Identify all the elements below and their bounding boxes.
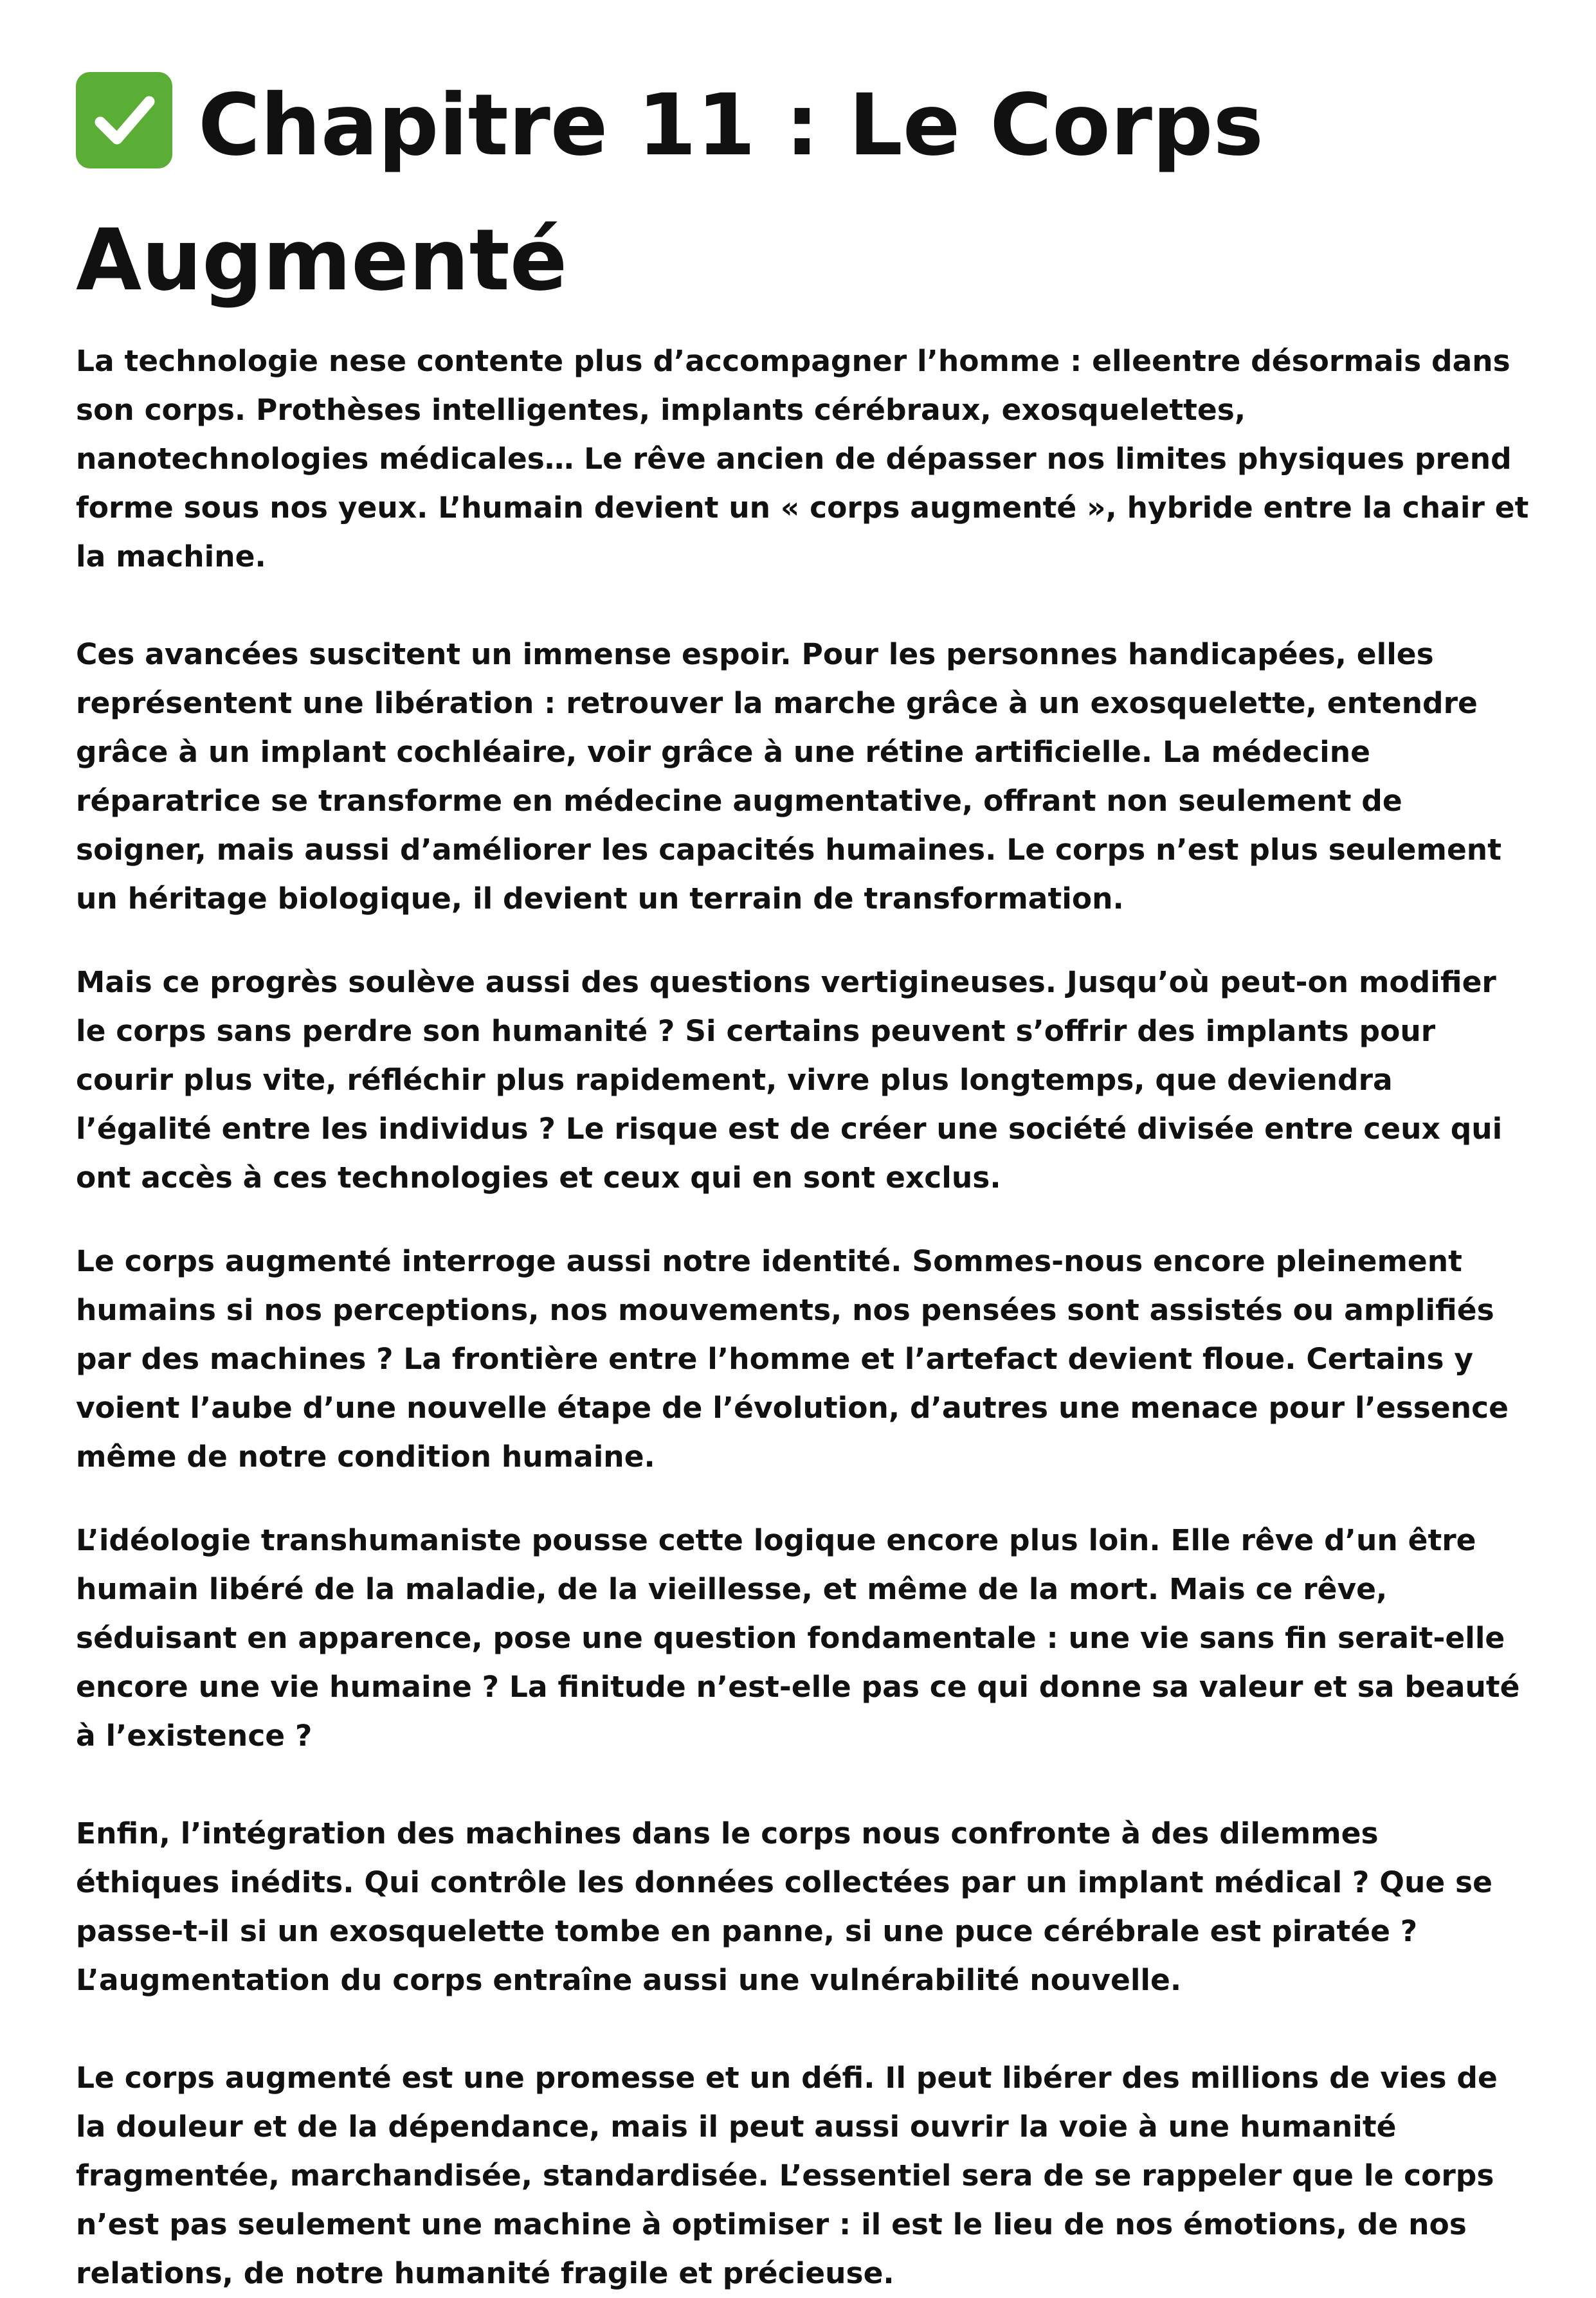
paragraph-ethics: Enfin, l’intégration des machines dans le corps nous confronte à des dilemmes éthiques inédits. Qui contrôle les données collectées par un implant médical ? Que se passe-t-il si un exosquelette tombe en panne, si une puce cérébrale est piratée ? L’augmentation du corps entraîne aussi une vulnérabilité nouvelle. (76, 1816, 1492, 1997)
paragraph-conclusion: Le corps augmenté est une promesse et un défi. Il peut libérer des millions de vies de la douleur et de la dépendance, mais il peut aussi ouvrir la voie à une humanité fragmentée, marchandisée, standardisée. L’essentiel sera de se rappeler que le corps n’est pas seulement une machine à optimiser : il est le lieu de nos émotions, de nos relations, de notre humanité fragile et précieuse. (76, 2061, 1498, 2290)
document-page (76, 58, 1529, 2298)
check-mark-button-icon (76, 72, 172, 168)
paragraph-hope: Ces avancées suscitent un immense espoir. Pour les personnes handicapées, elles représentent une libération : retrouver la marche grâce à un exosquelette, entendre grâce à un implant cochléaire, voir grâce à une rétine artificielle. La médecine réparatrice se transforme en médecine augmentative, offrant non seulement de soigner, mais aussi d’améliorer les capacités humaines. Le corps n’est plus seulement un héritage biologique, il devient un terrain de transformation. (76, 637, 1501, 916)
page-title-text: Chapitre 11 : Le Corps Augmenté (76, 76, 1264, 310)
paragraph-intro: La technologie nese contente plus d’accompagner l’homme : elleentre désormais dans son corps. Prothèses intelligentes, implants cérébraux, exosquelettes, nanotechnologies médicales… Le rêve ancien de dépasser nos limites physiques prend forme sous nos yeux. L’humain devient un « corps augmenté », hybride entre la chair et la machine. (76, 344, 1529, 574)
paragraph-identity: Le corps augmenté interroge aussi notre identité. Sommes-nous encore pleinement humains si nos perceptions, nos mouvements, nos pensées sont assistés ou amplifiés par des machines ? La frontière entre l’homme et l’artefact devient floue. Certains y voient l’aube d’une nouvelle étape de l’évolution, d’autres une menace pour l’essence même de notre condition humaine. (76, 1244, 1509, 1474)
paragraph-transhumanism: L’idéologie transhumaniste pousse cette logique encore plus loin. Elle rêve d’un être humain libéré de la maladie, de la vieillesse, et même de la mort. Mais ce rêve, séduisant en apparence, pose une question fondamentale : une vie sans fin serait-elle encore une vie humaine ? La finitude n’est-elle pas ce qui donne sa valeur et sa beauté à l’existence ? (76, 1523, 1520, 1753)
paragraph-questions: Mais ce progrès soulève aussi des questions vertigineuses. Jusqu’où peut-on modifier le corps sans perdre son humanité ? Si certains peuvent s’offrir des implants pour courir plus vite, réfléchir plus rapidement, vivre plus longtemps, que deviendra l’égalité entre les individus ? Le risque est de créer une société divisée entre ceux qui ont accès à ces technologies et ceux qui en sont exclus. (76, 965, 1503, 1195)
page-title (76, 58, 1529, 328)
